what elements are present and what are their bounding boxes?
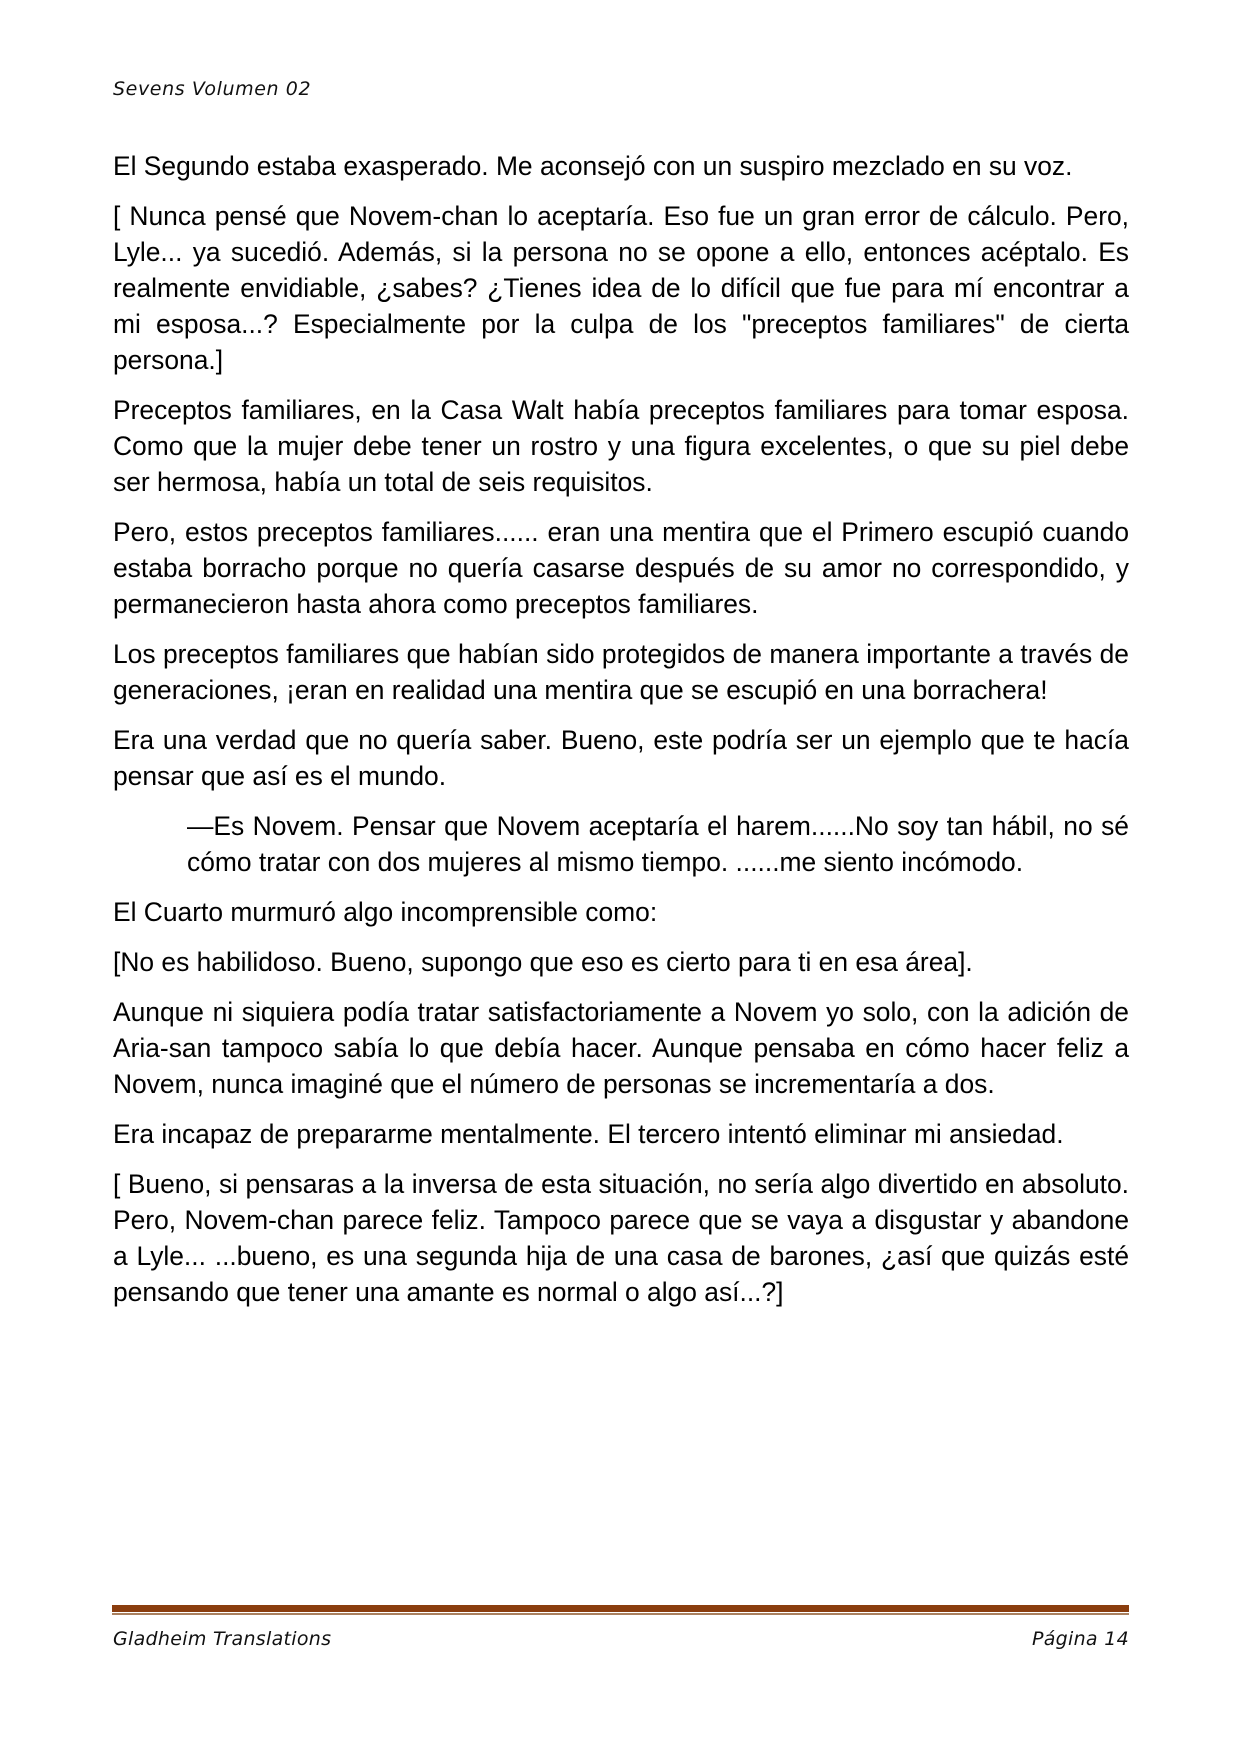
dialogue-paragraph: [No es habilidoso. Bueno, supongo que eso es cierto para ti en esa área]. xyxy=(113,947,973,977)
paragraph: Los preceptos familiares que habían sido protegidos de manera importante a través de generaciones, ¡eran en realidad una mentira que se escupió en una borrachera! xyxy=(113,639,1129,705)
footer-divider xyxy=(112,1605,1129,1612)
page-number: Página 14 xyxy=(1031,1628,1129,1650)
paragraph: El Cuarto murmuró algo incomprensible como: xyxy=(113,897,658,927)
body-text xyxy=(113,148,1129,1324)
paragraph: El Segundo estaba exasperado. Me aconsejó con un suspiro mezclado en su voz. xyxy=(113,151,1073,181)
paragraph: Preceptos familiares, en la Casa Walt había preceptos familiares para tomar esposa. Como que la mujer debe tener un rostro y una figura excelentes, o que su piel debe ser hermosa, había un total de seis requisitos. xyxy=(113,395,1129,497)
footer-publisher: Gladheim Translations xyxy=(113,1628,332,1650)
paragraph: Aunque ni siquiera podía tratar satisfactoriamente a Novem yo solo, con la adición de Aria-san tampoco sabía lo que debía hacer. Aunque pensaba en cómo hacer feliz a Novem, nunca imaginé que el número de personas se incrementaría a dos. xyxy=(113,997,1129,1099)
footer-divider-thin xyxy=(112,1613,1129,1615)
paragraph: Era incapaz de prepararme mentalmente. El tercero intentó eliminar mi ansiedad. xyxy=(113,1119,1064,1149)
indented-dialogue-paragraph: —Es Novem. Pensar que Novem aceptaría el harem......No soy tan hábil, no sé cómo tratar con dos mujeres al mismo tiempo. ......me siento incómodo. xyxy=(187,811,1129,877)
paragraph: Pero, estos preceptos familiares...... eran una mentira que el Primero escupió cuando estaba borracho porque no quería casarse después de su amor no correspondido, y permanecieron hasta ahora como preceptos familiares. xyxy=(113,517,1129,619)
dialogue-paragraph: [ Bueno, si pensaras a la inversa de esta situación, no sería algo divertido en absoluto. Pero, Novem-chan parece feliz. Tampoco parece que se vaya a disgustar y abandone a Lyle... ...bueno, es una segunda hija de una casa de barones, ¿así que quizás esté pensando que tener una amante es normal o algo así...?] xyxy=(113,1169,1129,1307)
paragraph: Era una verdad que no quería saber. Bueno, este podría ser un ejemplo que te hacía pensar que así es el mundo. xyxy=(113,725,1129,791)
running-header-title: Sevens Volumen 02 xyxy=(113,78,312,100)
dialogue-paragraph: [ Nunca pensé que Novem-chan lo aceptaría. Eso fue un gran error de cálculo. Pero, Lyle... ya sucedió. Además, si la persona no se opone a ello, entonces acéptalo. Es realmente envidiable, ¿sabes? ¿Tienes idea de lo difícil que fue para mí encontrar a mi esposa...? Especialmente por la culpa de los "preceptos familiares" de cierta persona.] xyxy=(113,201,1129,375)
